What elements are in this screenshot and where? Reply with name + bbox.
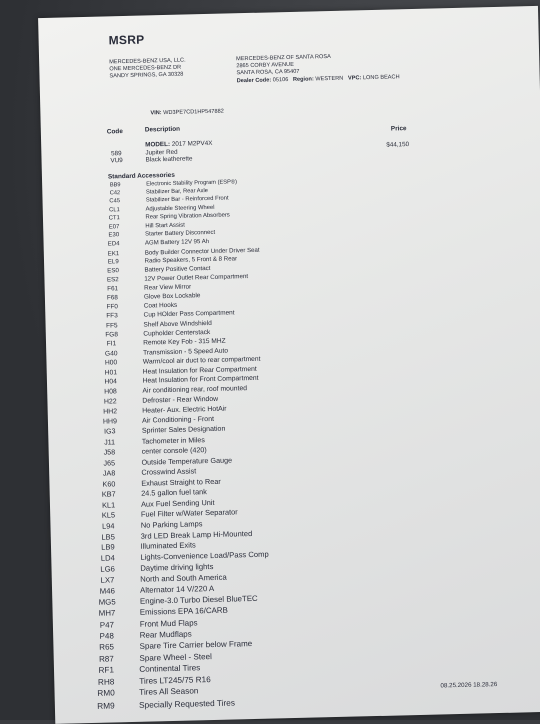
dealer-code-label: Dealer Code: — [236, 77, 272, 84]
accessory-code: C42 — [109, 190, 121, 197]
accessory-description: Exhaust Straight to Rear — [141, 476, 221, 488]
column-code: Code — [106, 128, 123, 136]
print-timestamp: 08.25.2026 18.28.26 — [440, 681, 498, 690]
accessory-code: M46 — [99, 586, 116, 596]
vin-line — [150, 109, 224, 118]
model-label: MODEL: — [145, 140, 171, 149]
accessory-description: Aux Fuel Sending Unit — [140, 497, 215, 509]
right-address — [236, 52, 400, 85]
accessory-description: Specially Requested Tires — [138, 697, 236, 711]
left-address — [109, 58, 186, 81]
left-address-line: ONE MERCEDES-BENZ DR — [109, 64, 182, 73]
accessory-description: 3rd LED Break Lamp Hi-Mounted — [140, 528, 253, 541]
accessory-description: Fuel Filter w/Water Separator — [140, 507, 238, 519]
accessory-description: Sprinter Sales Designation — [141, 425, 226, 435]
accessory-code: ES2 — [106, 276, 119, 284]
vpc-label: VPC: — [347, 74, 362, 82]
accessory-code: FF5 — [105, 321, 118, 330]
accessory-code: EK1 — [107, 249, 120, 258]
option-code: 589 — [111, 150, 122, 158]
accessory-code: KL5 — [101, 510, 116, 520]
accessory-description: Glove Box Lockable — [143, 292, 201, 301]
accessory-code: G40 — [104, 349, 118, 358]
accessory-description: Cup HOlder Pass Compartment — [143, 309, 235, 319]
accessory-code: K60 — [102, 479, 116, 489]
accessory-code: RF1 — [98, 665, 115, 676]
accessory-description: Warm/cool air duct to rear compartment — [142, 355, 261, 366]
accessory-code: J65 — [103, 458, 116, 468]
accessory-description: Starter Battery Disconnect — [145, 230, 216, 238]
accessory-description: Engine-3.0 Turbo Diesel BlueTEC — [139, 594, 258, 606]
accessory-description: Tachometer in Miles — [141, 435, 205, 446]
accessory-description: Outside Temperature Gauge — [141, 455, 233, 467]
accessory-description: Air conditioning rear, roof mounted — [142, 385, 248, 395]
accessory-code: ED4 — [107, 241, 120, 248]
accessory-description: Radio Speakers, 5 Front & 8 Rear — [144, 255, 238, 265]
accessory-code: L94 — [101, 521, 115, 531]
accessory-description: Rear Mudflaps — [139, 629, 192, 640]
column-price: Price — [390, 125, 407, 133]
accessory-code: CT1 — [108, 215, 120, 222]
accessory-code: JA8 — [102, 468, 116, 479]
accessory-description: center console (420) — [141, 446, 207, 456]
accessory-description: Front Mud Flaps — [139, 617, 198, 629]
right-address-line: MERCEDES-BENZ OF SANTA ROSA — [236, 53, 331, 63]
region: WESTERN — [315, 75, 344, 82]
accessory-description: Air Conditioning - Front — [141, 415, 215, 425]
accessory-description: Tires LT245/75 R16 — [139, 674, 211, 686]
dealer-code: 05106 — [272, 76, 289, 84]
accessory-description: Emissions EPA 16/CARB — [139, 605, 228, 618]
accessory-code: J11 — [104, 438, 116, 447]
vin-value: WD3PE7CD1HP547882 — [163, 108, 224, 117]
model-line — [145, 140, 212, 149]
accessory-code: LX7 — [100, 575, 115, 585]
accessory-code: IG3 — [104, 428, 116, 436]
accessory-code: RM9 — [97, 700, 115, 712]
accessory-description: Stabilizer Bar - Reinforced Front — [145, 195, 229, 204]
accessory-description: AGM Battery 12V 95 Ah — [144, 238, 210, 247]
accessory-description: No Parking Lamps — [140, 519, 203, 530]
standard-accessories-heading: Standard Accessories — [107, 171, 175, 181]
accessory-description: Lights-Convenience Load/Pass Comp — [140, 549, 269, 562]
model-value: 2017 M2PV4X — [171, 139, 213, 148]
vin-label: VIN: — [150, 110, 162, 117]
accessory-description: Rear Spring Vibration Absorbers — [145, 212, 230, 221]
accessory-description: Shelf Above Windshield — [143, 319, 212, 329]
accessory-code: H00 — [104, 359, 118, 367]
accessory-code: RM0 — [97, 688, 115, 699]
accessory-description: Defroster - Rear Window — [142, 395, 219, 405]
accessory-description: Crosswind Assist — [141, 466, 197, 478]
accessory-code: E07 — [108, 223, 120, 231]
column-description: Description — [144, 125, 181, 134]
accessory-code: KL1 — [101, 499, 116, 510]
accessory-code: P47 — [99, 619, 115, 630]
accessory-description: Heater- Aux. Electric HotAir — [142, 405, 227, 415]
accessory-description: Rear View Mirror — [144, 283, 192, 292]
accessory-code: E30 — [108, 232, 120, 239]
accessory-code: FI1 — [106, 340, 117, 348]
accessory-code: FF0 — [106, 303, 119, 311]
accessory-code: MH7 — [98, 608, 116, 619]
accessory-code: H08 — [104, 388, 117, 396]
accessory-description: North and South America — [140, 572, 227, 584]
accessory-code: EL9 — [107, 258, 119, 266]
region-label: Region: — [292, 76, 314, 83]
accessory-description: Coat Hooks — [143, 301, 178, 310]
accessory-description: Transmission - 5 Speed Auto — [142, 347, 229, 357]
accessory-description: Tires All Season — [139, 686, 199, 698]
accessory-code: J58 — [103, 448, 116, 457]
model-price: $44,150 — [386, 141, 410, 149]
left-address-line: SANDY SPRINGS, GA 30328 — [109, 71, 184, 80]
accessory-code: KB7 — [101, 489, 116, 499]
accessory-code: FF3 — [106, 312, 118, 320]
accessory-description: Cupholder Centerstack — [143, 328, 211, 338]
accessory-code: CL1 — [109, 206, 120, 214]
accessory-code: MG5 — [98, 597, 116, 607]
accessory-code: RH8 — [97, 677, 115, 687]
page-title: MSRP — [108, 32, 145, 48]
accessory-code: BB9 — [109, 182, 121, 189]
accessory-description: Remote Key Fob - 315 MHZ — [143, 337, 226, 347]
accessory-code: LG6 — [100, 564, 116, 574]
accessory-description: Battery Positive Contact — [144, 265, 211, 274]
accessory-code: F61 — [107, 285, 119, 293]
accessory-code: HH9 — [102, 417, 118, 426]
accessory-description: Spare Wheel - Steel — [139, 651, 212, 663]
accessory-code: P48 — [99, 631, 114, 641]
accessory-description: 24.5 gallon fuel tank — [141, 487, 207, 498]
accessory-description: Daytime driving lights — [140, 561, 214, 573]
accessory-description: Heat Insulation for Front Compartment — [142, 375, 259, 386]
vpc: LONG BEACH — [362, 73, 400, 81]
accessory-description: Spare Tire Carrier below Frame — [139, 639, 253, 652]
accessory-code: H01 — [104, 369, 118, 377]
accessory-description: Alternator 14 V/220 A — [139, 583, 215, 595]
right-address-line: 2865 CORBY AVENUE — [236, 62, 294, 70]
accessory-description: Electronic Stability Program (ESP®) — [146, 179, 238, 188]
accessory-code: H04 — [104, 378, 118, 386]
accessory-code: R65 — [99, 642, 115, 653]
accessory-code: C45 — [109, 198, 121, 205]
option-description: Jupiter Red — [145, 148, 178, 157]
option-code: VU9 — [110, 157, 123, 165]
option-description: Black leatherette — [145, 155, 193, 164]
accessory-code: LB5 — [101, 531, 115, 542]
accessory-description: Hill Start Assist — [145, 222, 185, 230]
accessory-code: LB9 — [101, 542, 115, 552]
accessory-description: Illuminated Exits — [140, 540, 196, 552]
left-address-line: MERCEDES-BENZ USA, LLC. — [109, 57, 186, 66]
accessory-code: R87 — [98, 654, 114, 664]
accessory-code: H22 — [103, 398, 117, 406]
accessory-code: FG8 — [105, 331, 119, 339]
accessory-description: Heat Insulation for Rear Compartment — [142, 365, 257, 376]
right-address-line: SANTA ROSA, CA 95407 — [236, 69, 300, 77]
accessory-description: Stabilizer Bar, Rear Axle — [145, 188, 209, 196]
accessories-list — [97, 175, 413, 712]
msrp-sheet — [38, 6, 540, 724]
accessory-code: LD4 — [100, 553, 115, 563]
accessory-description: 12V Power Outlet Rear Compartment — [144, 273, 249, 283]
accessory-description: Body Builder Connector Under Driver Seat — [144, 246, 260, 257]
accessory-description: Adjustable Steering Wheel — [145, 204, 215, 213]
accessory-description: Continental Tires — [139, 663, 201, 675]
accessory-code: HH2 — [103, 408, 118, 416]
accessory-code: F68 — [106, 294, 118, 302]
accessory-code: ES0 — [107, 267, 119, 275]
